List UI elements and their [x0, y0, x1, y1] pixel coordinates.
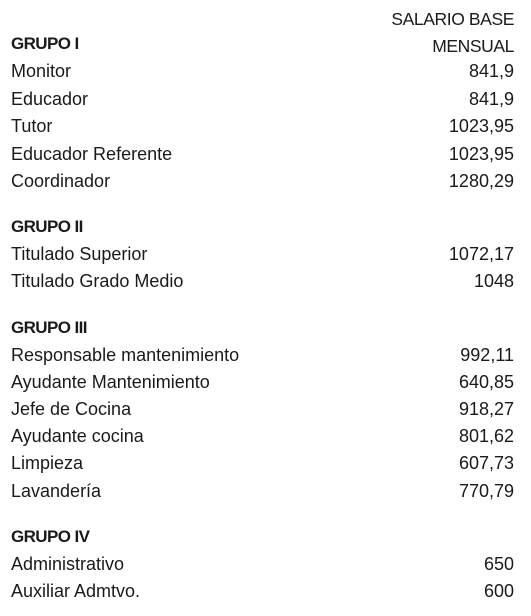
- column-header: [391, 6, 514, 60]
- row-value: 650: [483, 554, 514, 574]
- table-row: [11, 423, 514, 450]
- table-row: [11, 168, 514, 195]
- row-value: 1072,17: [448, 244, 514, 264]
- row-value: 992,11: [460, 345, 514, 365]
- row-label: Coordinador: [11, 171, 111, 191]
- row-value: 1280,29: [448, 171, 514, 191]
- row-value: 640,85: [458, 372, 514, 392]
- table-row: [11, 113, 514, 140]
- row-label: Ayudante cocina: [11, 426, 144, 446]
- row-value: 918,27: [458, 399, 514, 419]
- column-header-line-1: SALARIO BASE: [391, 9, 514, 29]
- row-label: Ayudante Mantenimiento: [11, 372, 210, 392]
- row-value: 841,9: [468, 61, 514, 81]
- table-row: [11, 369, 514, 396]
- table-row: [11, 551, 514, 578]
- row-value: 770,79: [458, 481, 514, 501]
- row-label: Auxiliar Admtvo.: [11, 581, 141, 601]
- group-title-4: GRUPO IV: [11, 527, 90, 546]
- table-row: [11, 478, 514, 505]
- row-value: 801,62: [458, 426, 514, 446]
- table-row: [11, 342, 514, 369]
- row-value: 600: [483, 581, 514, 601]
- row-label: Responsable mantenimiento: [11, 345, 240, 365]
- row-label: Educador Referente: [11, 144, 173, 164]
- row-value: 1023,95: [448, 116, 514, 136]
- row-label: Educador: [11, 89, 89, 109]
- row-label: Lavandería: [11, 481, 102, 501]
- group-title-1: GRUPO I: [11, 34, 79, 53]
- column-header-line-2: MENSUAL: [432, 36, 514, 56]
- group-title-3: GRUPO III: [11, 318, 87, 337]
- row-label: Tutor: [11, 116, 53, 136]
- table-row: [11, 241, 514, 268]
- table-row: [11, 450, 514, 477]
- row-label: Titulado Grado Medio: [11, 271, 184, 291]
- row-value: 1023,95: [448, 144, 514, 164]
- row-label: Administrativo: [11, 554, 125, 574]
- row-value: 607,73: [458, 453, 514, 473]
- table-row: [11, 141, 514, 168]
- row-value: 1048: [473, 271, 514, 291]
- table-row: [11, 86, 514, 113]
- row-label: Jefe de Cocina: [11, 399, 132, 419]
- group-title-2: GRUPO II: [11, 217, 83, 236]
- row-label: Monitor: [11, 61, 72, 81]
- table-row: [11, 58, 514, 85]
- row-label: Limpieza: [11, 453, 84, 473]
- row-value: 841,9: [468, 89, 514, 109]
- row-label: Titulado Superior: [11, 244, 148, 264]
- table-row: [11, 396, 514, 423]
- table-row: [11, 578, 514, 605]
- table-row: [11, 268, 514, 295]
